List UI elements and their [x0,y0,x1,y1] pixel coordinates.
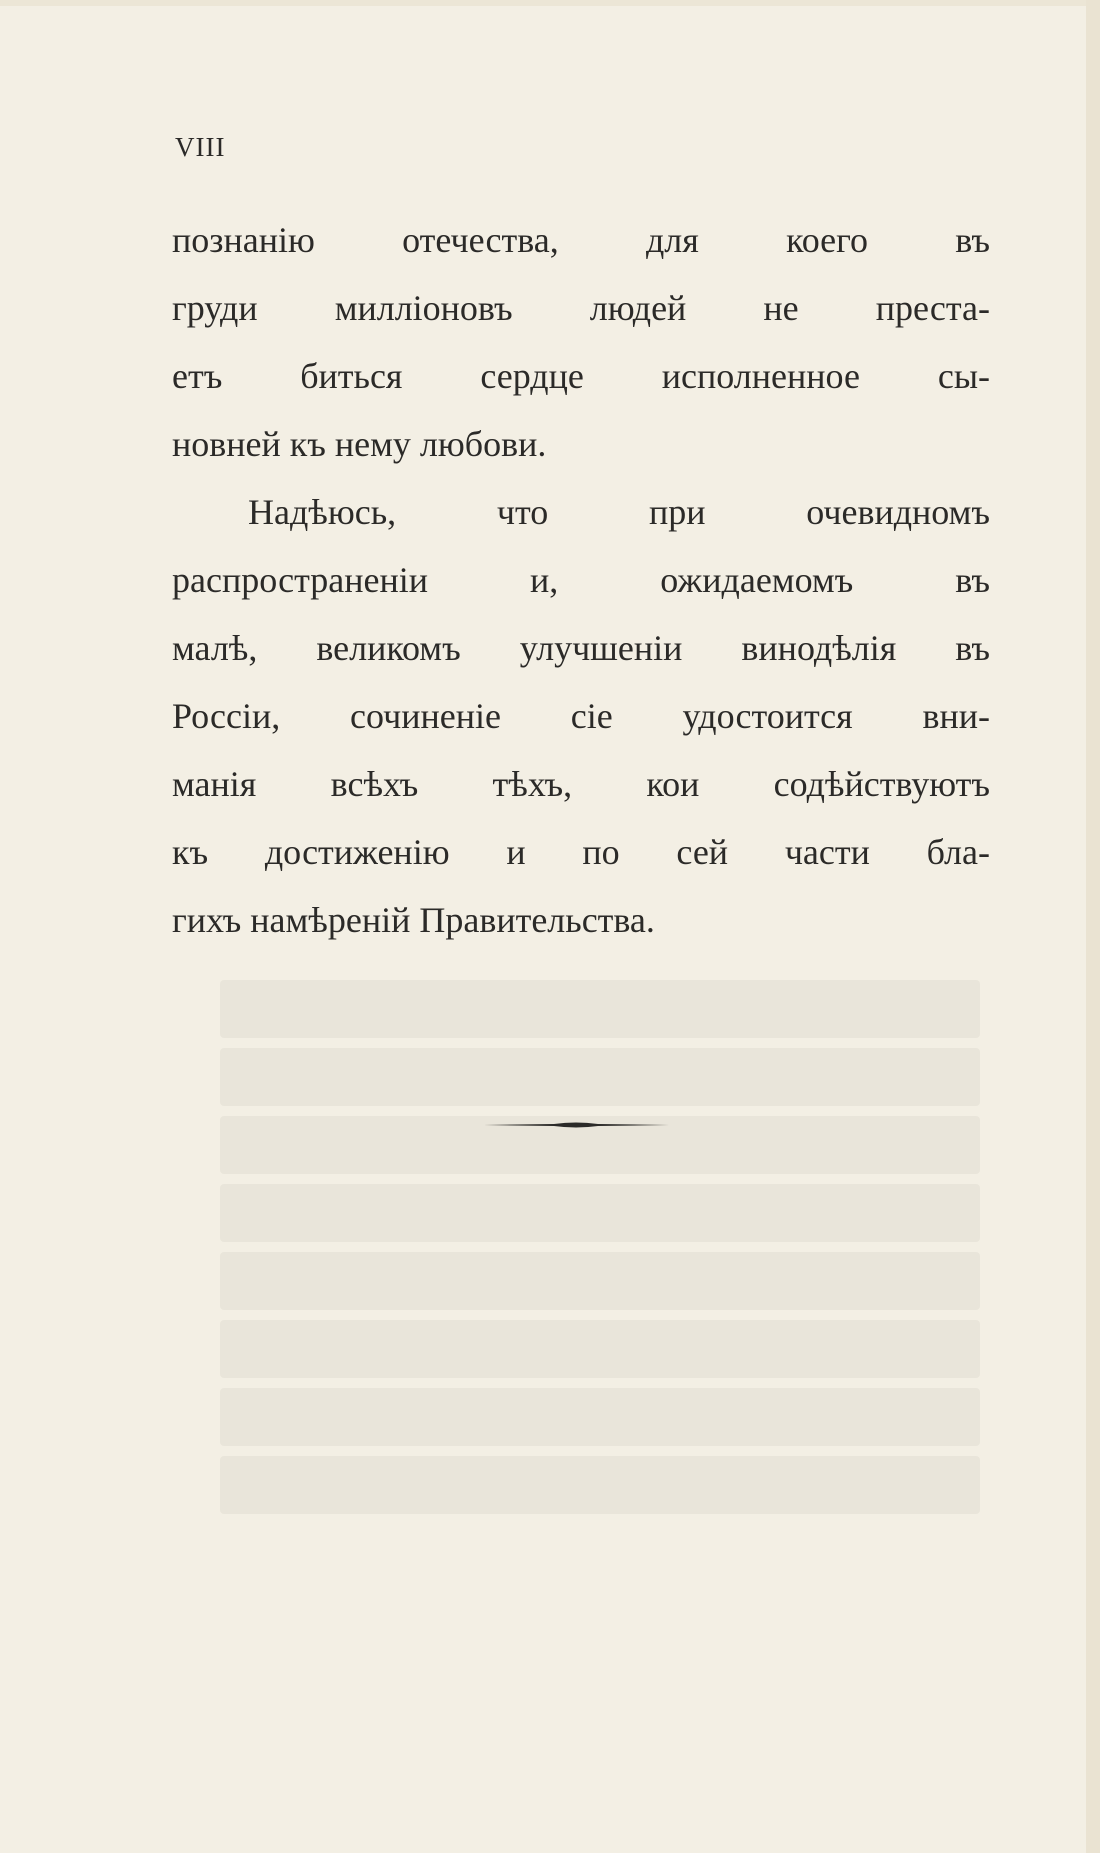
text-line: къ достиженію и по сей части бла- [172,832,990,872]
text-line: манія всѣхъ тѣхъ, кои содѣйствуютъ [172,764,990,804]
text-line: етъ биться сердце исполненное сы- [172,356,990,396]
paragraph-start-line: Надѣюсь, что при очевидномъ [248,492,990,532]
text-line: познанію отечества, для коего въ [172,220,990,260]
show-through-bleed [220,980,980,1540]
text-line: груди милліоновъ людей не преста- [172,288,990,328]
page-top-edge [0,0,1100,6]
ornamental-rule [484,1120,669,1130]
text-line: малѣ, великомъ улучшеніи винодѣлія въ [172,628,990,668]
text-line: распространеніи и, ожидаемомъ въ [172,560,990,600]
page-right-edge [1086,0,1100,1853]
text-line: Россіи, сочиненіе сіе удостоится вни- [172,696,990,736]
text-line: новней къ нему любови. [172,424,547,464]
text-line: гихъ намѣреній Правительства. [172,900,655,940]
body-text [172,206,990,954]
page-number: VIII [175,132,226,162]
